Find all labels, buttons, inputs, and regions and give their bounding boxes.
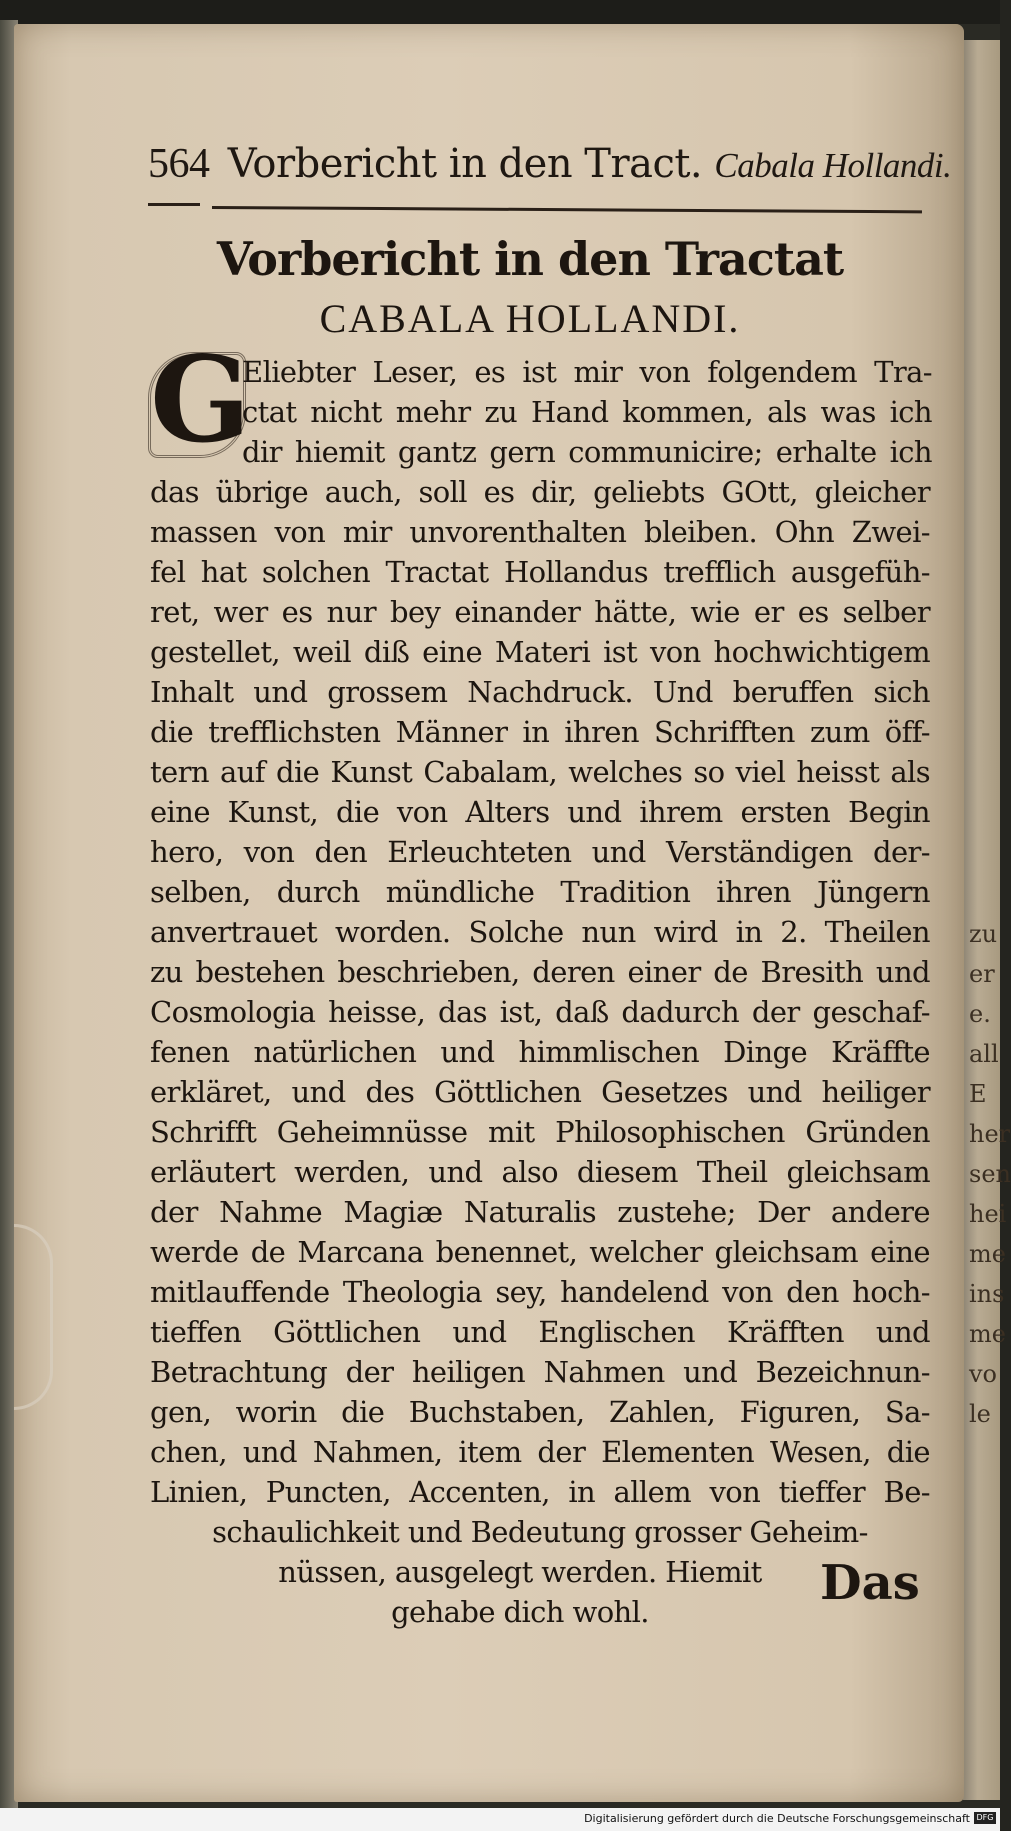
text-line: massen von mir unvorenthalten bleiben. Ohn Zwei- [150, 515, 930, 549]
chapter-subtitle: CABALA HOLLANDI. [319, 296, 741, 341]
text-line: erläutert werden, und also diesem Theil gleichsam [150, 1155, 930, 1189]
text-line: fenen natürlichen und himmlischen Dinge Kräffte [150, 1035, 930, 1069]
chapter-title: Vorbericht in den Tractat [216, 232, 844, 286]
text-line: Betrachtung der heiligen Nahmen und Bezeichnun- [150, 1355, 930, 1389]
dfg-logo: DFG [974, 1812, 996, 1824]
text-line: erkläret, und des Göttlichen Gesetzes und heiliger [150, 1075, 930, 1109]
page-clip-mark [14, 1224, 53, 1410]
text-line: ctat nicht mehr zu Hand kommen, als was ich [242, 395, 932, 429]
text-line: eine Kunst, die von Alters und ihrem ersten Begin [150, 795, 930, 829]
text-line: Linien, Puncten, Accenten, in allem von tieffer Be- [150, 1475, 930, 1509]
running-head-italic: Cabala Hollandi. [714, 146, 952, 185]
facing-page-fragment: vo [969, 1360, 998, 1388]
text-line: schaulichkeit und Bedeutung grosser Geheim- [212, 1515, 868, 1549]
text-line: hero, von den Erleuchteten und Verständigen der- [150, 835, 930, 869]
text-line: tern auf die Kunst Cabalam, welches so viel heisst als [150, 755, 930, 789]
facing-page-fragment: E [969, 1080, 987, 1108]
text-line: werde de Marcana benennet, welcher gleichsam eine [150, 1235, 930, 1269]
head-rule-short [148, 203, 200, 206]
text-line: fel hat solchen Tractat Hollandus trefflich ausgefüh- [150, 555, 930, 589]
facing-page-fragment: me [969, 1240, 1006, 1268]
running-head-title: Vorbericht in den Tract. [227, 141, 703, 187]
facing-page-fragment: me [969, 1320, 1006, 1348]
text-line: die trefflichsten Männer in ihren Schrifften zum öff- [150, 715, 930, 749]
text-line: Inhalt und grossem Nachdruck. Und beruffen sich [150, 675, 930, 709]
facing-page-fragment: ins [969, 1280, 1005, 1308]
page-number: 564 [148, 141, 210, 187]
text-line: Cosmologia heisse, das ist, daß dadurch der geschaf- [150, 995, 930, 1029]
text-line: gehabe dich wohl. [391, 1595, 649, 1629]
running-head [148, 140, 952, 188]
text-line: gen, worin die Buchstaben, Zahlen, Figuren, Sa- [150, 1395, 930, 1429]
drop-cap: G [150, 330, 251, 469]
facing-page-fragment: all [969, 1040, 999, 1068]
text-line: selben, durch mündliche Tradition ihren Jüngern [150, 875, 930, 909]
facing-page-strip [963, 40, 1011, 1800]
catchword: Das [820, 1555, 920, 1611]
text-line: nüssen, ausgelegt werden. Hiemit [278, 1555, 762, 1589]
facing-page-fragment: sen [969, 1160, 1011, 1188]
text-line: gestellet, weil diß eine Materi ist von hochwichtigem [150, 635, 930, 669]
facing-page-fragment: e. [969, 1000, 991, 1028]
facing-page-fragment: le [969, 1400, 991, 1428]
text-line: das übrige auch, soll es dir, geliebts GOtt, gleicher [150, 475, 930, 509]
text-line: dir hiemit gantz gern communicire; erhalte ich [242, 435, 932, 469]
text-line: mitlauffende Theologia sey, handelend von den hoch- [150, 1275, 930, 1309]
digitization-credit: Digitalisierung gefördert durch die Deutsche Forschungsgemeinschaft [584, 1812, 970, 1825]
facing-page-fragment: er [969, 960, 995, 988]
text-line: chen, und Nahmen, item der Elementen Wesen, die [150, 1435, 930, 1469]
facing-page-fragment: zu [969, 920, 998, 948]
scanner-top-edge [0, 0, 1000, 24]
text-line: der Nahme Magiæ Naturalis zustehe; Der andere [150, 1195, 930, 1229]
text-line: ret, wer es nur bey einander hätte, wie er es selber [150, 595, 930, 629]
text-line: tieffen Göttlichen und Englischen Kräfften und [150, 1315, 930, 1349]
text-line: Eliebter Leser, es ist mir von folgendem Tra- [242, 355, 932, 389]
text-line: Schrifft Geheimnüsse mit Philosophischen Gründen [150, 1115, 930, 1149]
facing-page-fragment: her [969, 1120, 1011, 1148]
text-line: anvertrauet worden. Solche nun wird in 2. Theilen [150, 915, 930, 949]
text-line: zu bestehen beschrieben, deren einer de Bresith und [150, 955, 930, 989]
facing-page-fragment: hei [969, 1200, 1007, 1228]
